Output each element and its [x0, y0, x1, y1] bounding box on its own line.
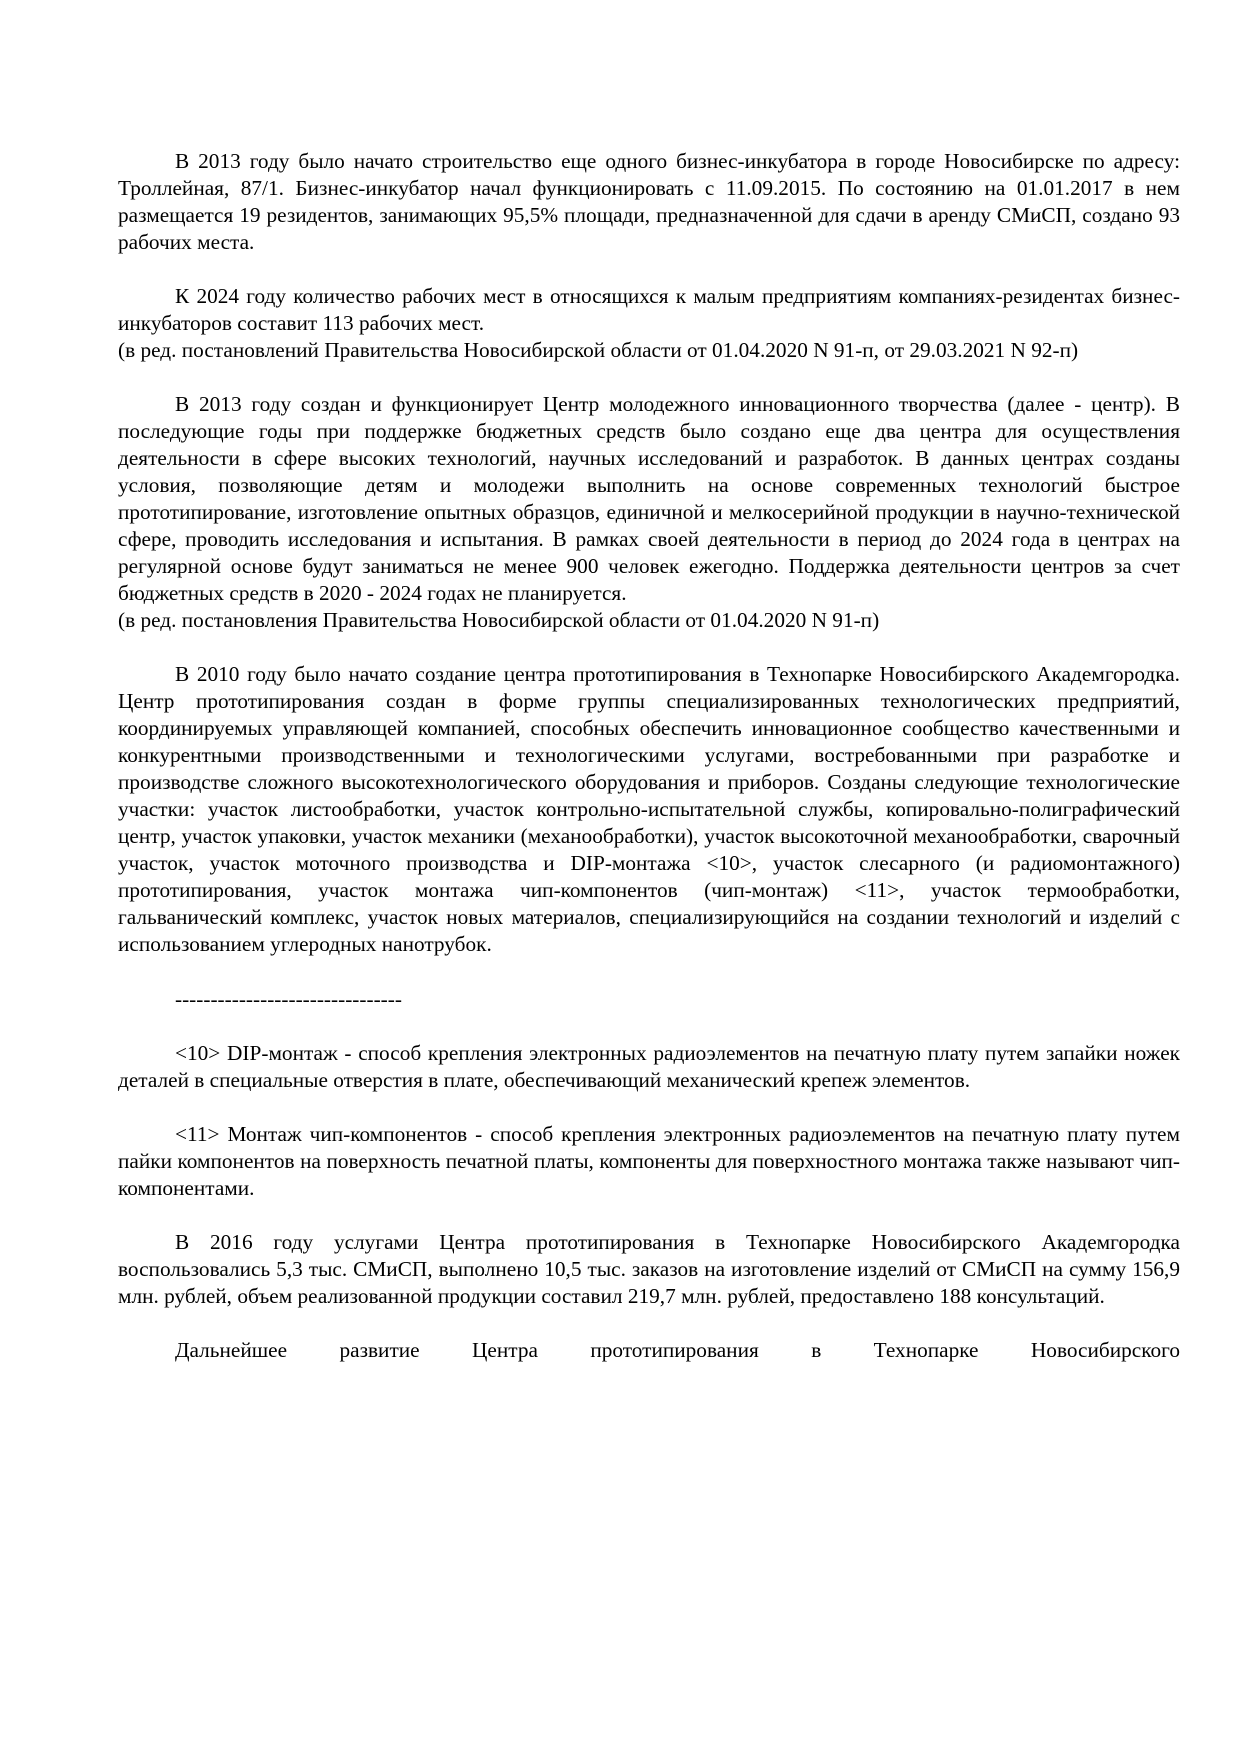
paragraph-jobs-2024	[118, 283, 1180, 364]
paragraph-text: В 2010 году было начато создание центра прототипирования в Технопарке Новосибирского Академгородка. Центр прототипирования создан в форме группы специализированных технологических предприятий, координируемых управляющей компанией, способных обеспечить инновационное сообщество качественными и конкурентными производственными и технологическими услугами, востребованными при разработке и производстве сложного высокотехнологического оборудования и приборов. Созданы следующие технологические участки: участок листообработки, участок контрольно-испытательной службы, копировально-полиграфический центр, участок упаковки, участок механики (механообработки), участок высокоточной механообработки, сварочный участок, участок моточного производства и DIP-монтажа <10>, участок слесарного (и радиомонтажного) прототипирования, участок монтажа чип-компонентов (чип-монтаж) <11>, участок термообработки, гальванический комплекс, участок новых материалов, специализирующийся на создании технологий и изделий с использованием углеродных нанотрубок.	[118, 662, 1180, 956]
paragraph-text: Дальнейшее развитие Центра прототипирования в Технопарке Новосибирского	[175, 1338, 1180, 1362]
paragraph-text: В 2013 году создан и функционирует Центр молодежного инновационного творчества (далее - центр). В последующие годы при поддержке бюджетных средств было создано еще два центра для осуществления деятельности в сфере высоких технологий, научных исследований и разработок. В данных центрах созданы условия, позволяющие детям и молодежи выполнить на основе современных технологий быстрое прототипирование, изготовление опытных образцов, единичной и мелкосерийной продукции в научно-технической сфере, проводить исследования и испытания. В рамках своей деятельности в период до 2024 года в центрах на регулярной основе будут заниматься не менее 900 человек ежегодно. Поддержка деятельности центров за счет бюджетных средств в 2020 - 2024 годах не планируется.	[118, 392, 1180, 605]
paragraph-text: К 2024 году количество рабочих мест в относящихся к малым предприятиям компаниях-резидентах бизнес-инкубаторов составит 113 рабочих мест.	[118, 284, 1180, 335]
paragraph-text: В 2013 году было начато строительство еще одного бизнес-инкубатора в городе Новосибирске по адресу: Троллейная, 87/1. Бизнес-инкубатор начал функционировать с 11.09.2015. По состоянию на 01.01.2017 в нем размещается 19 резидентов, занимающих 95,5% площади, предназначенной для сдачи в аренду СМиСП, создано 93 рабочих места.	[118, 149, 1180, 254]
document-page	[118, 148, 1180, 1391]
paragraph-business-incubator-troleynaya	[118, 148, 1180, 256]
paragraph-prototyping-2016-stats	[118, 1229, 1180, 1310]
amendment-note: (в ред. постановлений Правительства Новосибирской области от 01.04.2020 N 91-п, от 29.03.2021 N 92-п)	[118, 338, 1079, 362]
paragraph-youth-innovation-center	[118, 391, 1180, 634]
amendment-note: (в ред. постановления Правительства Новосибирской области от 01.04.2020 N 91-п)	[118, 608, 880, 632]
paragraph-prototyping-center	[118, 661, 1180, 958]
footnote-10: <10> DIP-монтаж - способ крепления электронных радиоэлементов на печатную плату путем запайки ножек деталей в специальные отверстия в плате, обеспечивающий механический крепеж элементов.	[118, 1041, 1180, 1092]
paragraph-text: В 2016 году услугами Центра прототипирования в Технопарке Новосибирского Академгородка воспользовались 5,3 тыс. СМиСП, выполнено 10,5 тыс. заказов на изготовление изделий от СМиСП на сумму 156,9 млн. рублей, объем реализованной продукции составил 219,7 млн. рублей, предоставлено 188 консультаций.	[118, 1230, 1180, 1308]
footnote-11: <11> Монтаж чип-компонентов - способ крепления электронных радиоэлементов на печатную плату путем пайки компонентов на поверхность печатной платы, компоненты для поверхностного монтажа также называют чип-компонентами.	[118, 1122, 1180, 1200]
footnote-separator: --------------------------------	[175, 987, 402, 1011]
paragraph-further-development	[118, 1337, 1180, 1364]
